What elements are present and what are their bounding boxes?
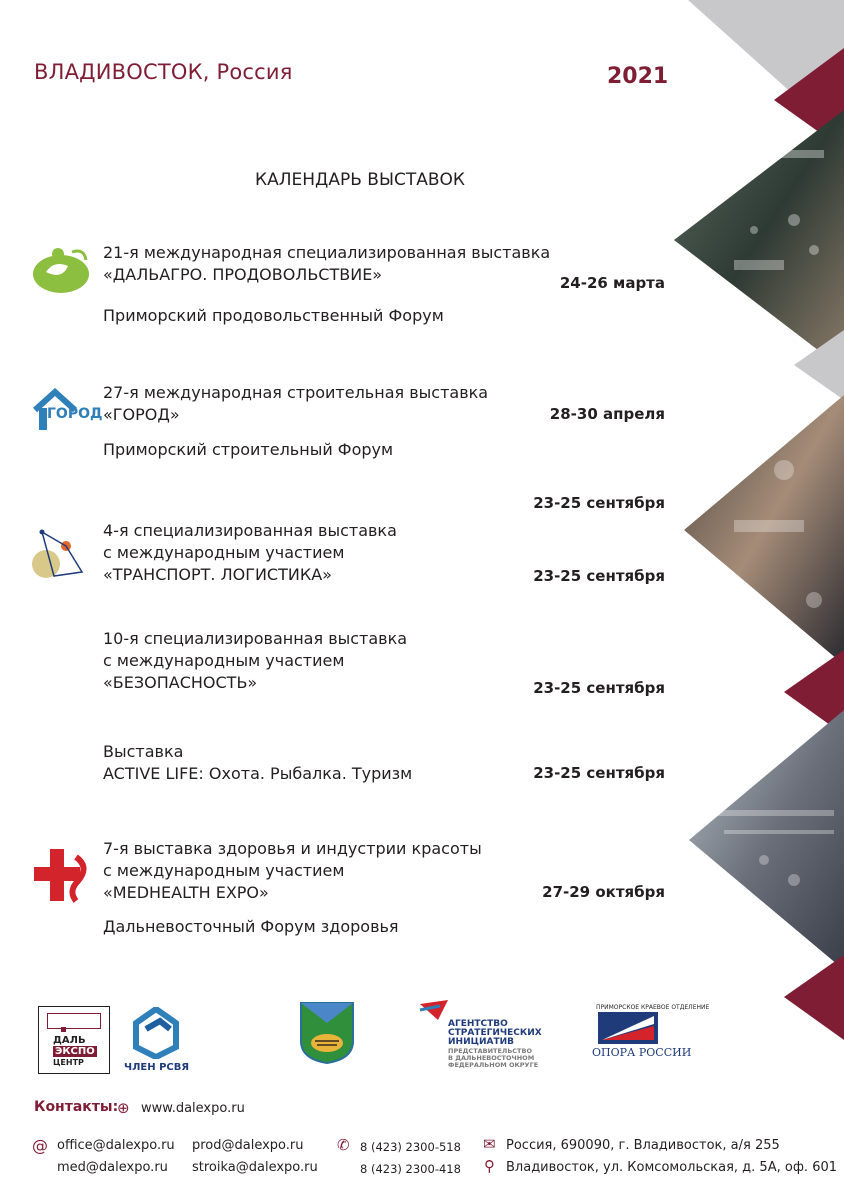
decorative-photo-strip xyxy=(644,0,844,1040)
opora-logo-text: ОПОРА РОССИИ xyxy=(592,1046,692,1059)
event-date: 28-30 апреля xyxy=(549,405,665,423)
event-title: 21-я международная специализированная выставка «ДАЛЬАГРО. ПРОДОВОЛЬСТВИЕ» xyxy=(103,243,551,284)
rsvya-logo-icon xyxy=(132,1007,180,1059)
dalexpo-logo-line: ЭКСПО xyxy=(55,1046,95,1057)
event-date: 23-25 сентября xyxy=(533,764,665,782)
asi-logo-subtext: ПРЕДСТАВИТЕЛЬСТВО В ДАЛЬНЕВОСТОЧНОМ ФЕДЕРАЛЬНОМ ОКРУГЕ xyxy=(448,1047,539,1069)
dalagro-logo-icon xyxy=(32,246,90,294)
event-date: 27-29 октября xyxy=(542,883,665,901)
event-date: 24-26 марта xyxy=(559,274,665,292)
location-pin-icon: ⚲ xyxy=(484,1157,495,1175)
phone-number: 8 (423) 2300-418 xyxy=(360,1162,461,1176)
dalexpo-logo xyxy=(38,1006,110,1074)
medhealth-logo-icon xyxy=(32,847,92,903)
email-link[interactable]: prod@dalexpo.ru xyxy=(192,1138,304,1153)
gorod-logo-text: ГОРОД xyxy=(47,406,103,422)
phone-number: 8 (423) 2300-518 xyxy=(360,1140,461,1154)
opora-logo-toptext: ПРИМОРСКОЕ КРАЕВОЕ ОТДЕЛЕНИЕ xyxy=(596,1004,710,1011)
asi-logo-text: АГЕНТСТВО СТРАТЕГИЧЕСКИХ ИНИЦИАТИВ xyxy=(448,1019,542,1047)
forum-name: Дальневосточный Форум здоровья xyxy=(103,917,399,936)
event-title: 7-я выставка здоровья и индустрии красоты с международным участием «MEDHEALTH EXPO» xyxy=(103,839,482,902)
event-title: 10-я специализированная выставка с международным участием «БЕЗОПАСНОСТЬ» xyxy=(103,629,408,692)
street-address: Владивосток, ул. Комсомольская, д. 5А, оф. 601 xyxy=(506,1160,838,1175)
opora-flag-logo-icon xyxy=(598,1012,658,1044)
forum-name: Приморский продовольственный Форум xyxy=(103,306,444,325)
forum-name: Приморский строительный Форум xyxy=(103,440,394,459)
event-title: 27-я международная строительная выставка «ГОРОД» xyxy=(103,383,489,424)
event-date: 23-25 сентября xyxy=(533,679,665,697)
globe-icon: ⊕ xyxy=(117,1099,130,1117)
contacts-label: Контакты: xyxy=(34,1099,119,1115)
exhibition-photo-3 xyxy=(689,710,844,970)
rsvya-logo-text: ЧЛЕН РСВЯ xyxy=(124,1062,190,1073)
asi-logo-icon xyxy=(418,998,450,1022)
year-label: 2021 xyxy=(607,64,669,89)
event-title: Выставка ACTIVE LIFE: Охота. Рыбалка. Туризм xyxy=(103,742,413,783)
maroon-triangle xyxy=(784,955,844,1040)
email-link[interactable]: stroika@dalexpo.ru xyxy=(192,1160,318,1175)
event-title: 4-я специализированная выставка с международным участием «ТРАНСПОРТ. ЛОГИСТИКА» xyxy=(103,521,397,584)
transport-logo-icon xyxy=(30,528,88,580)
city-title: ВЛАДИВОСТОК, Россия xyxy=(34,60,293,84)
email-link[interactable]: med@dalexpo.ru xyxy=(57,1160,168,1175)
phone-icon: ✆ xyxy=(337,1136,350,1154)
dalexpo-logo-line: ДАЛЬ xyxy=(53,1035,86,1046)
website-link[interactable]: www.dalexpo.ru xyxy=(141,1101,245,1116)
dalexpo-logo-line: ЦЕНТР xyxy=(53,1058,84,1067)
mail-envelope-icon: ✉ xyxy=(483,1135,496,1153)
exhibition-photo-1 xyxy=(674,110,844,370)
at-icon: @ xyxy=(32,1136,48,1155)
calendar-title: КАЛЕНДАРЬ ВЫСТАВОК xyxy=(255,170,465,190)
event-date: 23-25 сентября xyxy=(533,567,665,585)
postal-address: Россия, 690090, г. Владивосток, а/я 255 xyxy=(506,1138,780,1153)
primorye-coat-of-arms-icon xyxy=(299,1001,355,1065)
event-date: 23-25 сентября xyxy=(533,494,665,512)
email-link[interactable]: office@dalexpo.ru xyxy=(57,1138,175,1153)
